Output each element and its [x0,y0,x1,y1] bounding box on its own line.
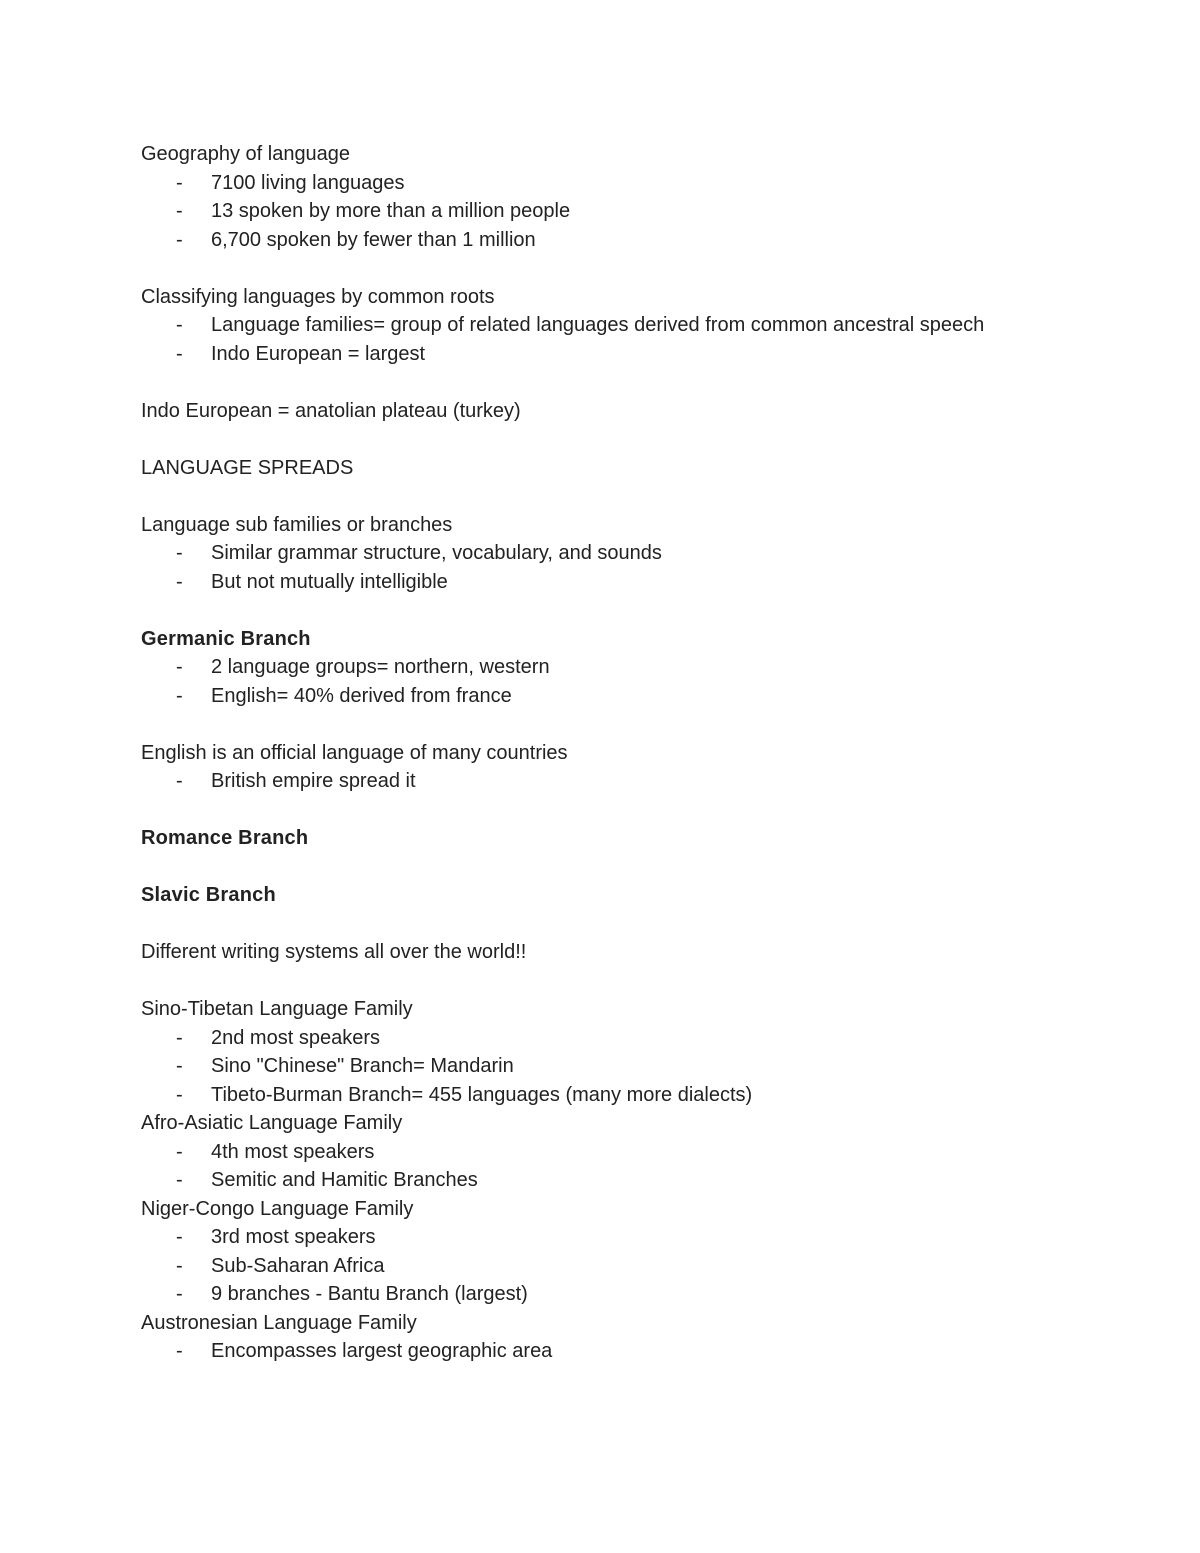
section-heading: Classifying languages by common roots [141,285,495,308]
bullet-text: 4th most speakers [211,1140,375,1163]
bullet-item [141,311,1151,340]
blank-line [141,368,1151,397]
bullet-item [141,1166,1151,1195]
bullet-text: Sub-Saharan Africa [211,1254,385,1277]
blank-line [141,425,1151,454]
bullet-dash: - [176,228,183,251]
section-heading: Slavic Branch [141,884,276,906]
section-heading: English is an official language of many countries [141,741,568,764]
bullet-item [141,1052,1151,1081]
bullet-item [141,1024,1151,1053]
bullet-item [141,568,1151,597]
bullet-text: 6,700 spoken by fewer than 1 million [211,228,536,251]
blank-line [141,710,1151,739]
bullet-dash: - [176,570,183,593]
section-heading: Geography of language [141,143,351,165]
bullet-text: British empire spread it [211,770,416,792]
bullet-text: Indo European = largest [211,342,426,365]
bullet-item [141,767,1151,796]
blank-line [141,910,1151,939]
bullet-text: 2nd most speakers [211,1026,380,1049]
bullet-dash: - [176,314,183,336]
bullet-dash: - [176,542,183,564]
document-page [141,140,1151,1366]
bullet-item [141,682,1151,711]
blank-line [141,596,1151,625]
section-heading: LANGUAGE SPREADS [141,456,354,479]
bullet-dash: - [176,1226,183,1248]
bullet-text: 7100 living languages [211,171,405,194]
section-heading: Sino-Tibetan Language Family [141,998,413,1020]
note-section [141,1309,1151,1366]
section-heading: Austronesian Language Family [141,1311,417,1334]
bullet-text: Encompasses largest geographic area [211,1340,553,1362]
bullet-dash: - [176,656,183,678]
bullet-dash: - [176,770,183,792]
bullet-text: Tibeto-Burman Branch= 455 languages (many more dialects) [211,1083,753,1106]
bullet-item [141,169,1151,198]
note-section [141,824,1151,853]
bullet-dash: - [176,1283,183,1305]
note-section [141,1109,1151,1195]
bullet-item [141,1280,1151,1309]
section-heading: Indo European = anatolian plateau (turkey) [141,399,521,422]
bullet-item [141,226,1151,255]
note-section [141,454,1151,483]
bullet-text: Semitic and Hamitic Branches [211,1169,478,1191]
blank-line [141,853,1151,882]
note-section [141,881,1151,910]
note-section [141,397,1151,426]
bullet-item [141,340,1151,369]
note-section [141,140,1151,254]
bullet-text: Sino "Chinese" Branch= Mandarin [211,1055,514,1077]
bullet-item [141,653,1151,682]
blank-line [141,482,1151,511]
bullet-item [141,197,1151,226]
bullet-text: But not mutually intelligible [211,570,448,593]
bullet-item [141,1252,1151,1281]
section-heading: Language sub families or branches [141,513,453,536]
bullet-dash: - [176,684,183,707]
bullet-item [141,1081,1151,1110]
bullet-text: English= 40% derived from france [211,684,512,707]
bullet-dash: - [176,1026,183,1049]
bullet-text: 2 language groups= northern, western [211,656,550,678]
bullet-text: Language families= group of related languages derived from common ancestral speech [211,314,985,336]
bullet-text: Similar grammar structure, vocabulary, and sounds [211,542,662,564]
blank-line [141,796,1151,825]
bullet-dash: - [176,1055,183,1077]
bullet-item [141,1223,1151,1252]
bullet-item [141,1138,1151,1167]
note-section [141,1195,1151,1309]
bullet-dash: - [176,171,183,194]
note-section [141,739,1151,796]
bullet-dash: - [176,342,183,365]
note-section [141,995,1151,1109]
blank-line [141,254,1151,283]
bullet-item [141,539,1151,568]
bullet-dash: - [176,1083,183,1106]
bullet-dash: - [176,1254,183,1277]
bullet-text: 9 branches - Bantu Branch (largest) [211,1283,528,1305]
section-heading: Germanic Branch [141,627,311,650]
bullet-item [141,1337,1151,1366]
note-section [141,625,1151,711]
bullet-dash: - [176,1140,183,1163]
note-section [141,938,1151,967]
note-section [141,511,1151,597]
bullet-dash: - [176,1340,183,1362]
note-section [141,283,1151,369]
blank-line [141,967,1151,996]
section-heading: Niger-Congo Language Family [141,1197,414,1220]
section-heading: Romance Branch [141,827,309,849]
bullet-dash: - [176,200,183,222]
section-heading: Afro-Asiatic Language Family [141,1112,403,1134]
section-heading: Different writing systems all over the world!! [141,941,527,963]
bullet-text: 13 spoken by more than a million people [211,200,571,222]
bullet-text: 3rd most speakers [211,1226,376,1248]
bullet-dash: - [176,1169,183,1191]
